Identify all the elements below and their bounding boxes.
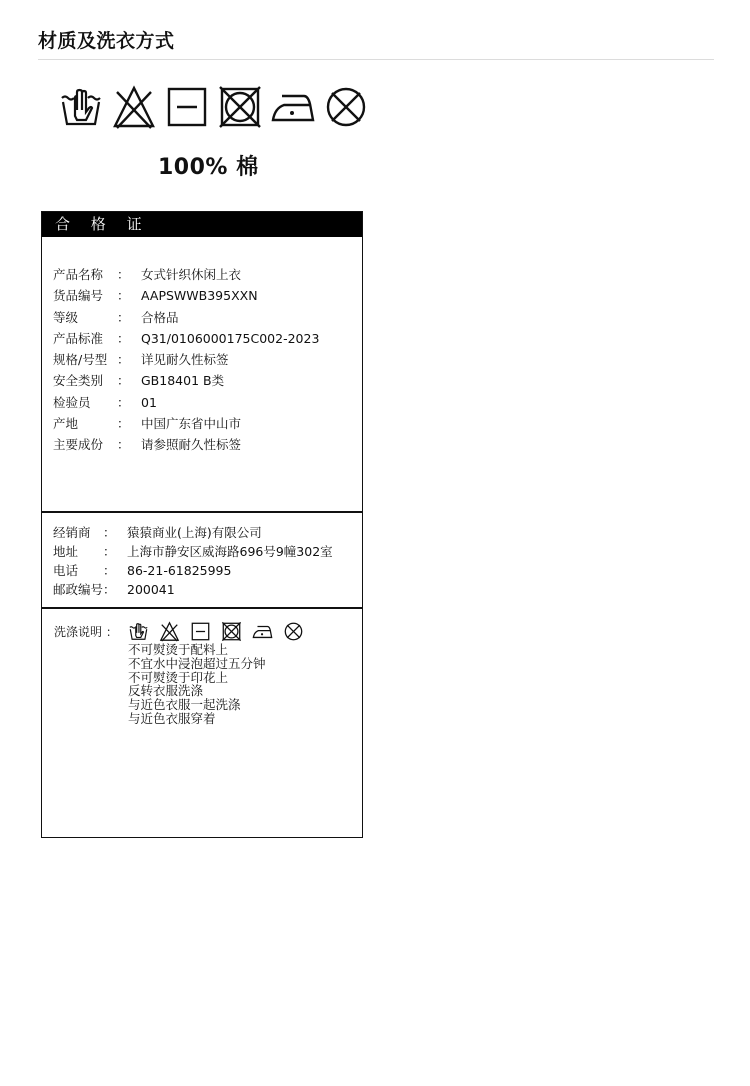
do-not-dry-clean-icon <box>323 84 369 130</box>
company-row: 邮政编号 ： 200041 <box>53 582 175 597</box>
row-label: 主要成份 <box>53 437 104 453</box>
row-value: Q31/0106000175C002-2023 <box>141 330 320 346</box>
product-row: 等级 ： 合格品 <box>53 307 319 328</box>
product-row: 产地 ： 中国广东省中山市 <box>53 413 319 434</box>
row-label: 产品名称 <box>53 267 104 282</box>
row-value: 女式针织休闲上衣 <box>141 267 242 282</box>
iron-low-heat-icon <box>270 84 316 130</box>
wash-note: 反转衣服洗涤 <box>128 683 204 699</box>
wash-note: 与近色衣服穿着 <box>128 710 216 726</box>
hand-wash-icon <box>58 84 104 130</box>
certificate-of-conformity <box>41 211 363 838</box>
company-row: 电话 ： 86-21-61825995 <box>53 563 232 578</box>
wash-note: 不可熨烫于配料上 <box>128 642 229 657</box>
hand-wash-icon <box>128 621 149 642</box>
product-row: 安全类别 ： GB18401 B类 <box>53 370 319 391</box>
row-value: 请参照耐久性标签 <box>141 437 242 453</box>
row-label: 产品标准 <box>53 330 104 346</box>
do-not-bleach-icon <box>159 621 180 642</box>
product-row: 主要成份 ： 请参照耐久性标签 <box>53 434 319 455</box>
header-char: 证 <box>126 215 142 233</box>
row-value: AAPSWWB395XXN <box>141 288 258 304</box>
do-not-bleach-icon <box>111 84 157 130</box>
title-divider <box>38 59 714 60</box>
wash-note: 与近色衣服一起洗涤 <box>128 697 241 713</box>
row-value: 猿猿商业(上海)有限公司 <box>127 525 262 540</box>
company-row: 地址 ： 上海市静安区威海路696号9幢302室 <box>53 544 333 559</box>
do-not-tumble-dry-icon <box>217 84 263 130</box>
row-value: 上海市静安区威海路696号9幢302室 <box>127 544 333 559</box>
header-char: 合 <box>55 215 71 233</box>
dry-flat-icon <box>190 621 211 642</box>
row-value: 合格品 <box>141 309 179 325</box>
product-row: 规格/号型 ： 详见耐久性标签 <box>53 349 319 370</box>
header-char: 格 <box>90 215 106 233</box>
wash-note: 不可熨烫于印花上 <box>128 669 229 685</box>
row-label: 安全类别 <box>53 373 104 389</box>
row-label: 规格/号型 <box>53 352 108 368</box>
product-row: 产品标准 ： Q31/0106000175C002-2023 <box>53 328 319 349</box>
section-divider <box>42 607 362 609</box>
row-value: 200041 <box>127 582 175 597</box>
row-value: 中国广东省中山市 <box>141 416 242 432</box>
wash-note: 不宜水中浸泡超过五分钟 <box>128 655 266 671</box>
row-value: 详见耐久性标签 <box>141 352 229 368</box>
care-symbols-small <box>128 621 314 642</box>
row-label: 电话 <box>53 563 79 578</box>
row-label: 地址 <box>53 544 79 559</box>
wash-label: 洗涤说明 ： <box>54 625 118 639</box>
row-label: 经销商 <box>53 525 91 540</box>
row-label: 邮政编号 <box>53 582 104 597</box>
section-divider <box>42 511 362 513</box>
material-composition: 100% 棉 <box>158 155 259 180</box>
section-title: 材质及洗衣方式 <box>38 30 175 52</box>
wash-notes <box>128 643 314 726</box>
dry-flat-icon <box>164 84 210 130</box>
row-value: 86-21-61825995 <box>127 563 232 578</box>
row-label: 货品编号 <box>53 288 104 304</box>
row-label: 等级 <box>53 309 79 325</box>
company-row: 经销商 ： 猿猿商业(上海)有限公司 <box>53 525 262 540</box>
care-symbols-large <box>58 84 376 130</box>
certificate-header <box>42 212 362 237</box>
row-value: 01 <box>141 394 157 410</box>
row-label: 检验员 <box>53 394 91 410</box>
distributor-info <box>53 523 333 599</box>
product-row: 检验员 ： 01 <box>53 392 319 413</box>
row-value: GB18401 B类 <box>141 373 225 389</box>
product-info <box>53 264 319 456</box>
row-label: 产地 <box>53 416 79 432</box>
do-not-dry-clean-icon <box>283 621 304 642</box>
iron-low-heat-icon <box>252 621 273 642</box>
washing-instructions <box>54 621 314 726</box>
do-not-tumble-dry-icon <box>221 621 242 642</box>
product-row: 产品名称 ： 女式针织休闲上衣 <box>53 264 319 285</box>
product-row: 货品编号 ： AAPSWWB395XXN <box>53 285 319 306</box>
